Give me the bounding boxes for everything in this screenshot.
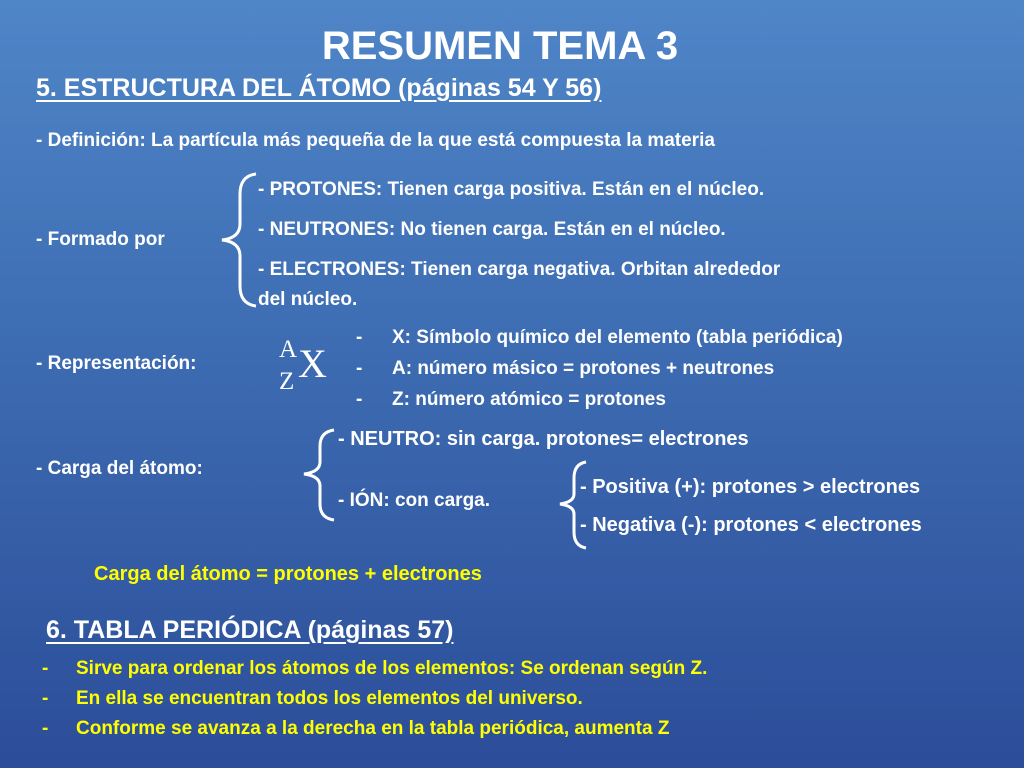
- ion-positiva: - Positiva (+): protones > electrones: [580, 476, 921, 498]
- dash-bullet: -: [356, 327, 363, 348]
- carga-label: - Carga del átomo:: [36, 458, 203, 479]
- protones-item: - PROTONES: Tienen carga positiva. Están en el núcleo.: [258, 179, 765, 200]
- list-item: [356, 327, 843, 358]
- dash-bullet: -: [42, 688, 49, 709]
- representacion-label: - Representación:: [36, 353, 197, 374]
- list-item-text: A: número másico = protones + neutrones: [392, 358, 775, 379]
- section-6-heading: 6. TABLA PERIÓDICA (páginas 57): [46, 616, 454, 644]
- section-5-heading: 5. ESTRUCTURA DEL ÁTOMO (páginas 54 Y 56): [36, 74, 602, 102]
- ion-brace: [528, 458, 598, 558]
- list-item: [42, 658, 707, 688]
- formado-brace: [196, 166, 266, 316]
- dash-bullet: -: [42, 658, 49, 679]
- neutro-text: - NEUTRO: sin carga. protones= electrones: [338, 428, 749, 450]
- list-item: [356, 389, 843, 420]
- dash-bullet: -: [356, 358, 363, 379]
- list-item-text: Sirve para ordenar los átomos de los elementos: Se ordenan según Z.: [76, 658, 708, 679]
- tabla-list: [42, 658, 707, 748]
- mass-number: A: [279, 336, 298, 363]
- ion-negativa: - Negativa (-): protones < electrones: [580, 514, 922, 536]
- formado-label: - Formado por: [36, 229, 165, 250]
- page-title: RESUMEN TEMA 3: [321, 24, 679, 68]
- ion-text: - IÓN: con carga.: [338, 490, 491, 511]
- dash-bullet: -: [356, 389, 363, 410]
- electrones-item: - ELECTRONES: Tienen carga negativa. Orbitan alrededor: [258, 259, 781, 280]
- definition-text: - Definición: La partícula más pequeña de la que está compuesta la materia: [36, 130, 715, 151]
- list-item: [42, 688, 707, 718]
- list-item-text: Conforme se avanza a la derecha en la tabla periódica, aumenta Z: [76, 718, 670, 739]
- list-item: [356, 358, 843, 389]
- list-item-text: X: Símbolo químico del elemento (tabla periódica): [392, 327, 843, 348]
- list-item-text: Z: número atómico = protones: [392, 389, 666, 410]
- list-item-text: En ella se encuentran todos los elementos del universo.: [76, 688, 583, 709]
- dash-bullet: -: [42, 718, 49, 739]
- carga-brace: [276, 426, 346, 526]
- representacion-list: [356, 327, 843, 420]
- carga-formula: Carga del átomo = protones + electrones: [94, 563, 482, 585]
- list-item: [42, 718, 707, 748]
- electrones-item-cont: del núcleo.: [258, 289, 358, 310]
- neutrones-item: - NEUTRONES: No tienen carga. Están en el núcleo.: [258, 219, 726, 240]
- atomic-number: Z: [279, 368, 295, 395]
- element-symbol: X: [298, 341, 327, 386]
